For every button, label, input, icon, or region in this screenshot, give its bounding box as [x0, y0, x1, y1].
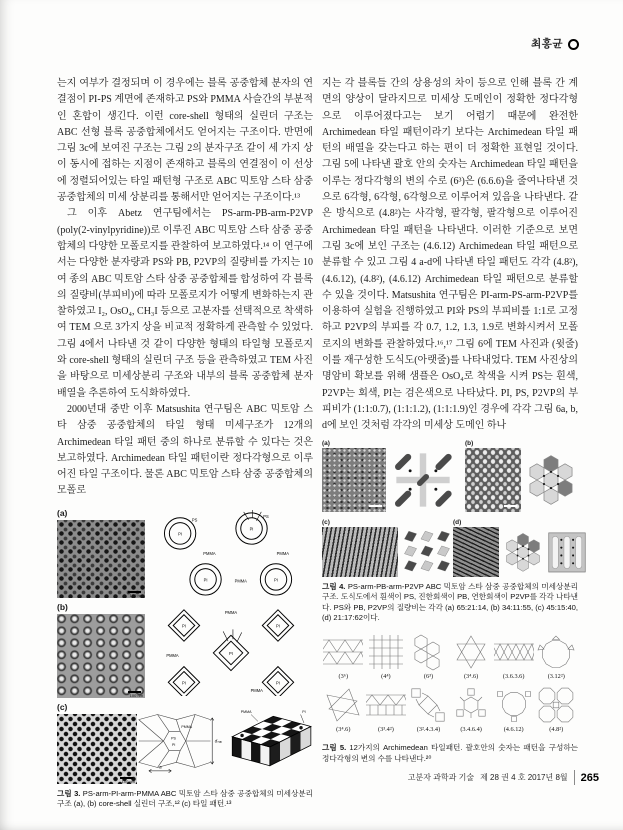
figure4	[322, 439, 578, 624]
svg-text:PI: PI	[276, 679, 280, 685]
svg-text:PS: PS	[171, 736, 176, 741]
paragraph: 는지 여부가 결정되며 이 경우에는 블록 공중합체 분자의 연결점이 PI-PS 계면에 존재하고 PS와 PMMA 사슬간의 부분적인 혼합이 생긴다. 이런 core-shell 형태의 실린더 구조는 ABC 선형 블록 공중합체에서도 얻어지는 구조이다. 반면에 그림 3c에 보여진 구조는 그림 2의 분자구조 같이 세 가지 상이 동시에 접하는 지점이 존재하고 블록의 연결점이 이 선상에 정렬되어있는 타일 패턴형 구조로 ABC 믹토암 스타 삼중 공중합체의 미세 상분리를 통해서만 얻어지는 구조이다.¹³	[57, 78, 313, 204]
figure4c-schematic	[401, 527, 453, 577]
svg-text:PMMA: PMMA	[166, 652, 179, 658]
tile-label: (6³)	[423, 672, 434, 680]
svg-text:PMMA: PMMA	[234, 578, 247, 584]
scale-bar	[504, 505, 517, 507]
figure5	[322, 632, 578, 764]
paragraph: 지는 각 블록들 간의 상용성의 차이 등으로 인해 블록 간 계면의 양상이 달라지므로 미세상 도메인이 정확한 정다각형으로 이루어졌다고는 보기 어렵기 때문에 완전한 Archimedean 타일 패턴이라기 보다는 Archimedean 타일 패턴의 배열을 갖는다고 하는 편이 더 정확한 표현일 것이다. 그림 5에 나타낸 괄호 안의 숫자는 Archimedean 타일 패턴을 이루는 정다각형의 변의 수로 (6³)은 (6.6.6)을 줄여나타낸 것으로 6각형, 6각형, 6각형으로 이루어져 있음을 나타낸다. 같은 방식으로 (4.8²)는 사각형, 팔각형, 팔각형으로 이루어진 Archimedean 타일 패턴을 나타낸다. 이러한 기준으로 보면 그림 3c에 보인 구조는 (4.6.12) Archimedean 타일 패턴으로 분류할 수 있고 그림 4 a-d에 나타낸 타일 패턴도 각각 (4.8²), (4.6.12), (4.8²), (4.6.12) Archimedean 타일 패턴으로 분류할 수 있을 것이다. Matsushita 연구팀은 PI-arm-PS-arm-P2VP를 이용하여 실험을 진행하였고 PI와 PS의 부피비를 1:1로 고정하고 P2VP의 부피를 각 0.7, 1.2, 1.3, 1.9로 변화시켜서 모폴로지의 변화를 관찰하였다.¹⁶,¹⁷ 그림 6에 TEM 사진과 (윗줄) 이를 재구성한 도식도(아랫줄)를 나타내었다. TEM 사진상의 명암비 확보를 위해 샘플은 OsO₄로 착색을 시켜 PS는 흰색, P2VP는 회색, PI는 검은색으로 나타났다. PI, PS, P2VP의 부피비가 (1:1:0.7), (1:1:1.2), (1:1:1.9)인 경우에 각각 그림 6a, b, d에 보인 것처럼 각각의 미세상 도메인 하나	[322, 78, 578, 432]
svg-text:PI: PI	[276, 623, 280, 629]
figure3c-schematic-tiling-net	[137, 702, 222, 780]
panel-label-a: (a)	[322, 439, 330, 447]
tile-label: (3⁴.6)	[336, 725, 351, 733]
tile-label: (4.8²)	[549, 725, 564, 733]
figure3a-tem-image	[57, 520, 145, 598]
tile-label: (3.4.6.4)	[460, 725, 482, 733]
figure5-tile	[407, 632, 450, 681]
svg-text:PMMA: PMMA	[276, 550, 289, 556]
scale-bar	[369, 505, 382, 507]
figure4c-tem-image	[322, 527, 398, 577]
figure3	[57, 508, 313, 810]
figure5-tile	[365, 632, 408, 681]
panel-label-d: (d)	[453, 518, 462, 526]
figure4-row-2	[322, 518, 578, 577]
figure4-panel-b	[465, 439, 578, 512]
figure5-tile	[492, 685, 535, 734]
tile-label: (3⁴.6)	[463, 672, 479, 680]
dmax-label: dₘₐₓ	[214, 738, 223, 744]
tile-label: (3⁶)	[338, 672, 349, 680]
figure5-tile	[365, 685, 408, 734]
figure4a-tem-image	[322, 448, 386, 512]
page-header	[531, 38, 579, 50]
paragraph: 그 이후 Abetz 연구팀에서는 PS-arm-PB-arm-P2VP (poly(2-vinylpyridine))로 이루진 ABC 믹토암 스타 삼중 공중합체의 다양한 모폴로지를 관찰하여 보고하였다.¹⁴ 이 연구에서는 다양한 분자량과 PS와 PB, P2VP의 질량비를 가지는 10여 종의 ABC 믹토암 스타 삼중 공중합체를 합성하여 각 블록의 질량비(부피비)에 따라 모폴로지가 어떻게 변화하는지 관찰하였고 I₂, OsO₄, CH₃I 등으로 고분자를 선택적으로 착색하여 TEM 으로 3가지 상을 비교적 정확하게 관측할 수 있었다. 그림 4에서 나타낸 것 같이 다양한 형태의 타일형 모폴로지와 core-shell 형태의 실린더 구조 등을 관측하였고 TEM 사진을 바탕으로 미세상분리 구조와 내부의 블록 공중합체 분자 배열을 추론하여 도식화하였다.	[57, 208, 313, 399]
paragraph: 2000년대 중반 이후 Matsushita 연구팀은 ABC 믹토암 스타 삼중 공중합체의 타일 형태 미세구조가 12개의 Archimedean 타일 패턴 중의 하나로 분류할 수 있다는 것은 보고하였다. Archimedean 타일 패턴이란 정다각형으로 이루어진 타일 구조이다. 물론 ABC 믹토암 스타 삼중 공중합체의 모폴로	[57, 403, 313, 497]
tile-label: (3³.4²)	[377, 725, 394, 733]
panel-label-c: (c)	[322, 518, 330, 526]
svg-text:PI: PI	[182, 679, 186, 685]
figure3b-tem-image	[57, 614, 145, 698]
panel-label-b: (b)	[57, 601, 68, 612]
figure5-tile	[322, 685, 365, 734]
figure3a-schematic-core-shell-circles	[149, 508, 311, 598]
figure5-tiles	[322, 632, 578, 738]
svg-text:PI: PI	[274, 577, 278, 583]
tile-label: (4.6.12)	[503, 725, 524, 733]
panel-label-b: (b)	[465, 439, 474, 447]
svg-text:PI: PI	[178, 531, 183, 537]
svg-text:PI: PI	[203, 577, 208, 583]
figure4-panel-d	[453, 518, 587, 577]
panel-label-a: (a)	[57, 507, 68, 518]
panel-label-c: (c)	[57, 701, 68, 712]
left-column-text	[57, 76, 313, 500]
figure3c-tem-image	[57, 714, 137, 784]
figure5-caption: 그림 5. 12가지의 Archimedean 타일패턴. 괄호안의 숫자는 패턴을 구성하는 정다각형의 변의 수를 나타낸다.²⁰	[322, 742, 578, 763]
figure5-tile	[450, 685, 493, 734]
svg-text:PI: PI	[172, 742, 176, 747]
figure4b-schematic	[524, 448, 578, 512]
scale-bar-label: 100 nm	[121, 778, 135, 784]
figure5-tile	[492, 632, 535, 681]
a-label: a	[159, 764, 162, 770]
figure4a-schematic	[389, 448, 457, 512]
figure3-caption: 그림 3. PS-arm-PI-arm-PMMA ABC 믹토암 스타 삼중 공중합체의 미세상분리 구조 (a), (b) core-shell 실린더 구조,¹² (c) 타일 패턴.¹³	[57, 788, 313, 809]
figure5-tile	[407, 685, 450, 734]
svg-text:PS: PS	[263, 513, 269, 519]
svg-text:PMMA: PMMA	[250, 687, 263, 693]
issue-info: 제 28 권 4 호 2017년 8월	[480, 772, 568, 782]
scale-bar-label: 100 nm	[129, 592, 143, 598]
svg-text:PI: PI	[249, 526, 254, 532]
svg-text:PMMA: PMMA	[241, 709, 252, 714]
figure4d-schematic-hexagons	[502, 527, 544, 577]
figure4-caption: 그림 4. PS-arm-PB-arm-P2VP ABC 믹토암 스타 삼중 공중합체의 미세상분리 구조. 도식도에서 흰색이 PS, 진한회색이 PB, 연한회색이 P2VP를 각각 나타낸다. PS와 PB, P2VP의 질량비는 각각 (a) 65:21:14, (b) 34:11:55, (c) 45:15:40, (d) 21:17:62이다.	[322, 581, 578, 623]
tile-label: (3.12²)	[547, 672, 565, 680]
left-column	[57, 76, 313, 810]
figure4-panel-a	[322, 439, 457, 512]
figure5-tile	[535, 685, 578, 734]
svg-text:PMMA: PMMA	[203, 550, 216, 556]
journal-title: 고분자 과학과 기술	[407, 772, 475, 782]
figure3-panel-c	[57, 702, 313, 784]
figure4d-tem-image	[453, 527, 499, 577]
figure5-tile	[322, 632, 365, 681]
tile-label: (3.6.3.6)	[502, 672, 525, 680]
tile-label: (4⁴)	[381, 672, 391, 680]
figure4-panel-c	[322, 518, 453, 577]
svg-text:PI: PI	[182, 623, 186, 629]
page-footer	[408, 770, 599, 785]
svg-text:PMMA: PMMA	[181, 724, 193, 729]
scale-bar-label: 100 nm	[129, 692, 143, 698]
svg-text:PS: PS	[191, 517, 198, 523]
right-column-text	[322, 76, 578, 435]
figure3-panel-b	[57, 602, 313, 698]
tile-label: (3².4.3.4)	[416, 725, 441, 733]
footer-divider	[574, 770, 575, 785]
figure4-row-1	[322, 439, 578, 512]
page-number: 265	[580, 771, 599, 784]
author-name: 최홍균	[531, 38, 563, 50]
figure4b-tem-image	[465, 448, 521, 512]
svg-text:PI: PI	[302, 709, 307, 714]
svg-text:PI: PI	[229, 650, 233, 656]
figure3b-schematic-core-shell-diamonds	[149, 602, 311, 696]
figure4d-schematic-cylinder-box	[547, 527, 587, 577]
figure3-panel-a	[57, 508, 313, 598]
figure5-tile	[535, 632, 578, 681]
author-circle-icon	[568, 39, 579, 50]
svg-text:PMMA: PMMA	[224, 609, 238, 615]
right-column	[322, 76, 578, 764]
figure5-tile	[450, 632, 493, 681]
figure3c-schematic-3d-tile-box	[222, 702, 313, 780]
